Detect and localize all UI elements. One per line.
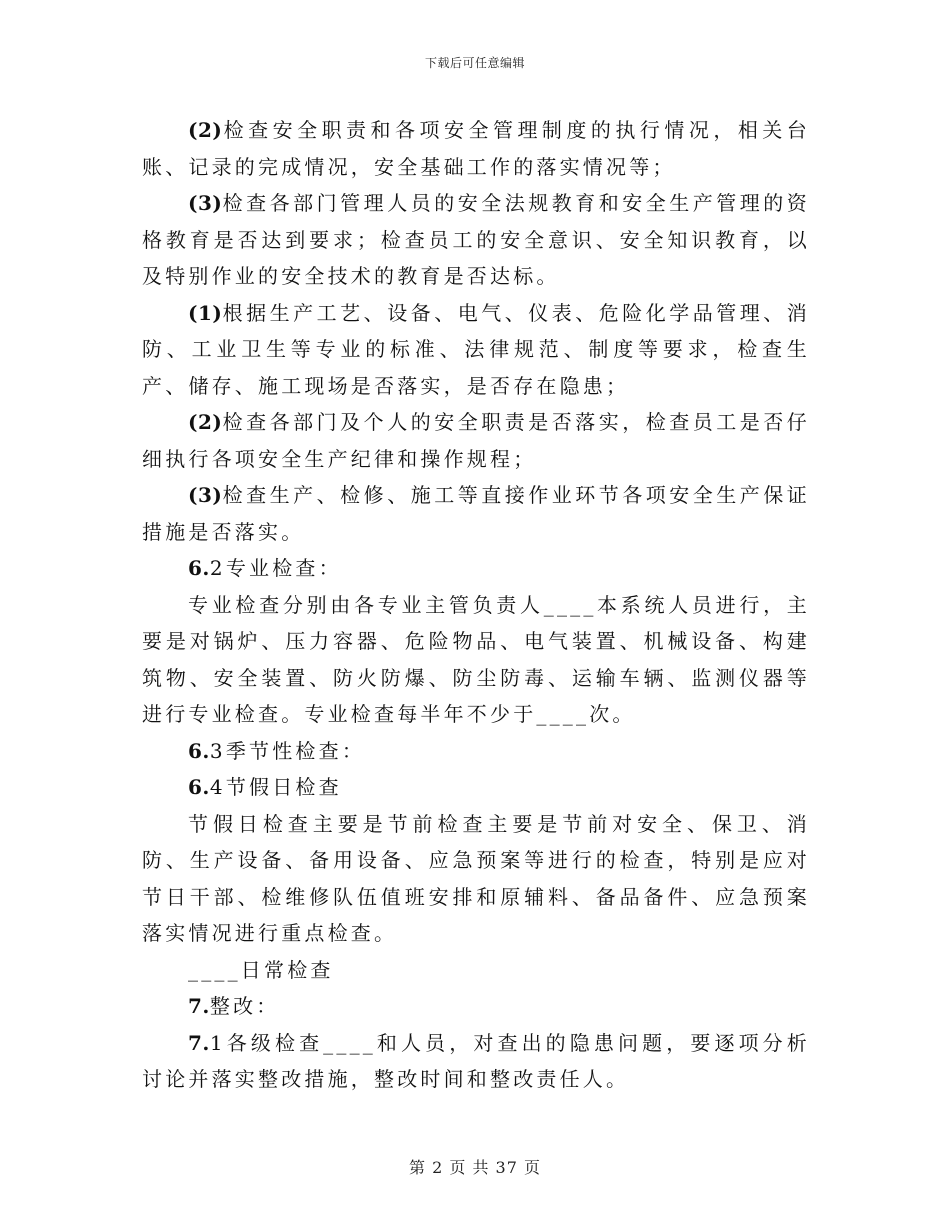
item-marker: (3) bbox=[188, 483, 223, 507]
section-heading bbox=[142, 733, 810, 770]
paragraph bbox=[142, 477, 810, 550]
paragraph-text: 检查安全职责和各项安全管理制度的执行情况，相关台账、记录的完成情况，安全基础工作的落实情况等； bbox=[142, 118, 810, 179]
section-heading bbox=[142, 769, 810, 806]
paragraph bbox=[142, 806, 810, 952]
paragraph bbox=[142, 587, 810, 733]
paragraph-text: 节假日检查主要是节前检查主要是节前对安全、保卫、消防、生产设备、备用设备、应急预案等进行的检查，特别是应对节日干部、检维修队伍值班安排和原辅料、备品备件、应急预案落实情况进行重点检查。 bbox=[142, 811, 810, 945]
document-body bbox=[142, 112, 810, 1098]
item-marker: (2) bbox=[188, 410, 223, 434]
section-number: 6. bbox=[188, 775, 210, 799]
item-marker: (3) bbox=[188, 191, 223, 215]
paragraph-text: 根据生产工艺、设备、电气、仪表、危险化学品管理、消防、工业卫生等专业的标准、法律规范、制度等要求，检查生产、储存、施工现场是否落实，是否存在隐患； bbox=[142, 300, 810, 398]
paragraph-text: 检查各部门及个人的安全职责是否落实，检查员工是否仔细执行各项安全生产纪律和操作规程； bbox=[142, 410, 810, 471]
section-number: 6. bbox=[188, 738, 210, 763]
item-marker: (2) bbox=[188, 118, 223, 142]
section-title: 2专业检查： bbox=[209, 556, 342, 580]
paragraph bbox=[142, 952, 810, 989]
paragraph-text: ____日常检查 bbox=[188, 957, 334, 982]
section-title: 4节假日检查 bbox=[209, 775, 342, 799]
paragraph bbox=[142, 295, 810, 405]
paragraph-text: 专业检查分别由各专业主管负责人____本系统人员进行，主要是对锅炉、压力容器、危险物品、电气装置、机械设备、构建筑物、安全装置、防火防爆、防尘防毒、运输车辆、监测仪器等进行专业检查。专业检查每半年不少于____次。 bbox=[142, 592, 810, 726]
paragraph-text: 检查生产、检修、施工等直接作业环节各项安全生产保证措施是否落实。 bbox=[142, 483, 810, 544]
section-title: 整改： bbox=[209, 994, 280, 1018]
section-number: 6. bbox=[188, 556, 210, 580]
page-number: 第 2 页 共 37 页 bbox=[409, 1158, 541, 1177]
section-number: 7. bbox=[188, 994, 210, 1018]
section-title: 3季节性检查： bbox=[209, 738, 366, 763]
paragraph bbox=[142, 112, 810, 185]
item-marker: (1) bbox=[188, 300, 223, 325]
header-note: 下载后可任意编辑 bbox=[424, 56, 525, 70]
paragraph-text: 1各级检查____和人员，对查出的隐患问题，要逐项分析讨论并落实整改措施，整改时间和整改责任人。 bbox=[142, 1030, 810, 1091]
paragraph bbox=[142, 185, 810, 295]
paragraph bbox=[142, 1025, 810, 1098]
section-number: 7. bbox=[188, 1030, 210, 1055]
paragraph-text: 检查各部门管理人员的安全法规教育和安全生产管理的资格教育是否达到要求；检查员工的安全意识、安全知识教育，以及特别作业的安全技术的教育是否达标。 bbox=[142, 191, 810, 288]
section-heading bbox=[142, 988, 810, 1025]
section-heading bbox=[142, 550, 810, 587]
paragraph bbox=[142, 404, 810, 477]
